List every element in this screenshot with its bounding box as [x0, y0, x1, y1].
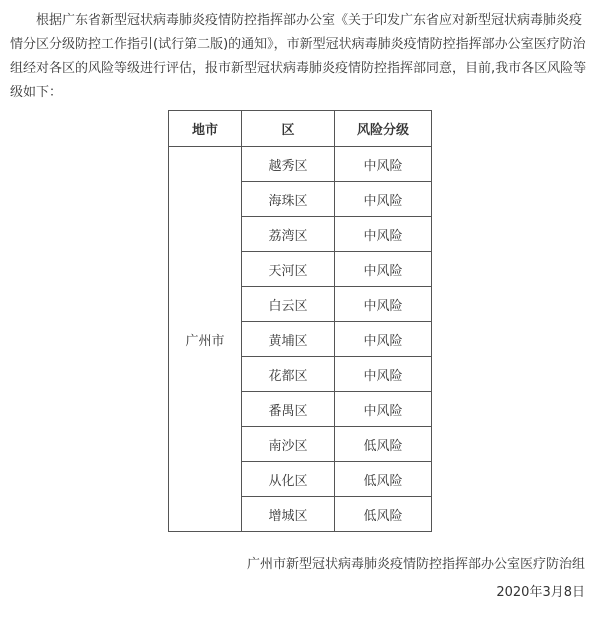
district-cell: 白云区 [242, 287, 335, 322]
signature-organization: 广州市新型冠状病毒肺炎疫情防控指挥部办公室医疗防治组 [246, 557, 585, 572]
risk-level-cell: 中风险 [335, 182, 432, 217]
header-district: 区 [242, 111, 335, 147]
district-cell: 从化区 [242, 462, 335, 497]
district-cell: 天河区 [242, 252, 335, 287]
risk-level-cell: 中风险 [335, 147, 432, 182]
header-city: 地市 [169, 111, 242, 147]
signature-date: 2020年3月8日 [496, 585, 585, 600]
risk-level-cell: 低风险 [335, 462, 432, 497]
risk-level-cell: 低风险 [335, 497, 432, 532]
risk-level-cell: 中风险 [335, 392, 432, 427]
table-header-row [169, 111, 432, 147]
table-row [169, 147, 432, 182]
risk-level-table [168, 110, 432, 532]
district-cell: 越秀区 [242, 147, 335, 182]
district-cell: 增城区 [242, 497, 335, 532]
risk-level-cell: 中风险 [335, 252, 432, 287]
risk-level-cell: 中风险 [335, 357, 432, 392]
district-cell: 花都区 [242, 357, 335, 392]
district-cell: 海珠区 [242, 182, 335, 217]
district-cell: 南沙区 [242, 427, 335, 462]
city-cell: 广州市 [169, 147, 242, 532]
intro-paragraph: 根据广东省新型冠状病毒肺炎疫情防控指挥部办公室《关于印发广东省应对新型冠状病毒肺炎疫情分区分级防控工作指引(试行第二版)的通知》，市新型冠状病毒肺炎疫情防控指挥部办公室医疗防治组经对各区的风险等级进行评估，报市新型冠状病毒肺炎疫情防控指挥部同意，目前,我市各区风险等级如下： [10, 13, 587, 100]
district-cell: 黄埔区 [242, 322, 335, 357]
risk-level-cell: 中风险 [335, 322, 432, 357]
district-cell: 番禺区 [242, 392, 335, 427]
risk-level-cell: 低风险 [335, 427, 432, 462]
risk-level-cell: 中风险 [335, 217, 432, 252]
header-risk-level: 风险分级 [335, 111, 432, 147]
district-cell: 荔湾区 [242, 217, 335, 252]
risk-level-cell: 中风险 [335, 287, 432, 322]
